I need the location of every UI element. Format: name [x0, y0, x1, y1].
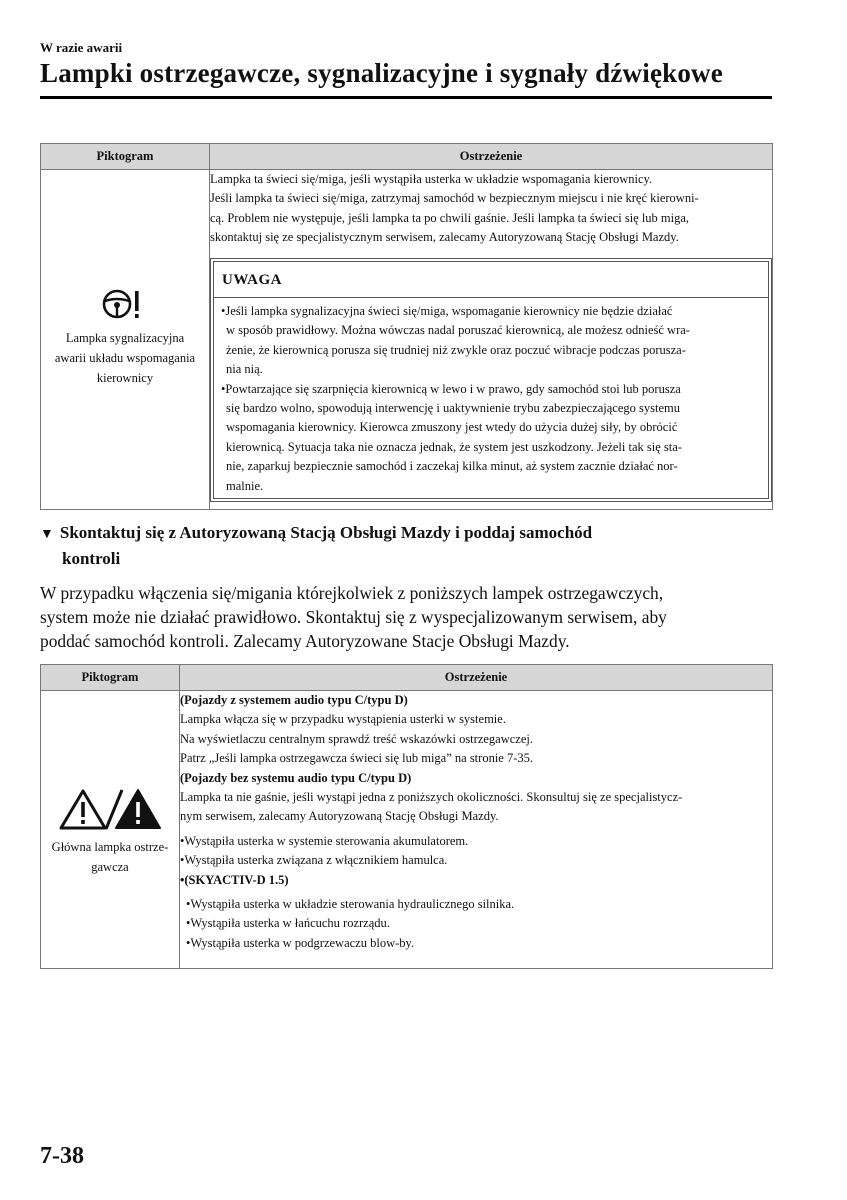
- section-label: W razie awarii: [40, 40, 123, 55]
- page-number: 7-38: [40, 1143, 84, 1169]
- group-title: (Pojazdy bez systemu audio typu C/typu D): [180, 770, 412, 785]
- caution-line: żenie, że kierownicą porusza się trudniej niż zwykle oraz poczuć wibracje podczas porusza-: [226, 342, 686, 357]
- caution-line: wspomagania kierownicy. Kierowca zmuszony jest wtedy do użycia dużej siły, by obrócić: [226, 420, 678, 435]
- intro-paragraph: [40, 581, 775, 653]
- subheading-line: Skontaktuj się z Autoryzowaną Stacją Obsługi Mazdy i poddaj samochód: [59, 523, 593, 542]
- intro-line: W przypadku włączenia się/migania którejkolwiek z poniższych lampek ostrzegawczych,: [40, 583, 664, 603]
- caution-line: się bardzo wolno, spowodują interwencję i uaktywnienie trybu zabezpieczającego systemu: [226, 401, 681, 416]
- table-header-row: [41, 144, 773, 170]
- intro-line: poddać samochód kontroli. Zalecamy Autoryzowane Stacje Obsługi Mazdy.: [40, 631, 570, 651]
- warning-description-cell: [210, 170, 773, 510]
- page-title: Lampki ostrzegawcze, sygnalizacyjne i sygnały dźwiękowe: [40, 58, 723, 88]
- description-line: nym serwisem, zalecamy Autoryzowaną Stację Obsługi Mazdy.: [180, 809, 499, 824]
- column-header-pictogram: Piktogram: [41, 144, 210, 170]
- description-line: skontaktuj się ze specjalistycznym serwisem, zalecamy Autoryzowaną Stację Obsługi Mazdy.: [210, 230, 679, 245]
- table-header-row: [41, 665, 773, 691]
- list-item: •(SKYACTIV-D 1.5): [180, 872, 289, 887]
- description-line: cą. Problem nie występuje, jeśli lampka ta po chwili gaśnie. Jeśli lampka ta świeci się lub miga,: [210, 210, 690, 225]
- pictogram-label: [41, 328, 209, 388]
- caution-box: [210, 258, 772, 502]
- table-row: [41, 170, 773, 510]
- list-item: •Wystąpiła usterka związana z włącznikiem hamulca.: [180, 853, 448, 868]
- description-line: Lampka ta świeci się/miga, jeśli wystąpiła usterka w układzie wspomagania kierownicy.: [210, 172, 653, 186]
- pictogram-label-line: kierownicy: [96, 371, 154, 385]
- description-line: Patrz „Jeśli lampka ostrzegawcza świeci się lub miga” na stronie 7-35.: [180, 751, 534, 766]
- caution-bullet: [221, 302, 762, 380]
- caution-line: w sposób prawidłowy. Można wówczas nadal poruszać kierownicą, ale możesz odnieść wra-: [226, 323, 690, 338]
- subheading-line: kontroli: [62, 549, 121, 568]
- pictogram-cell: [41, 691, 180, 969]
- list-item: •Wystąpiła usterka w systemie sterowania akumulatorem.: [180, 833, 469, 848]
- pictogram-label-line: Główna lampka ostrze-: [51, 840, 169, 854]
- list-item: •Wystąpiła usterka w układzie sterowania hydraulicznego silnika.: [186, 897, 515, 912]
- description-line: Lampka ta nie gaśnie, jeśli wystąpi jedna z poniższych okoliczności. Skonsultuj się ze specjalistycz-: [180, 790, 683, 805]
- warning-table-master: [40, 664, 773, 969]
- description-line: Na wyświetlaczu centralnym sprawdź treść wskazówki ostrzegawczej.: [180, 731, 533, 746]
- warning-description-cell: [180, 691, 773, 969]
- table-row: [41, 691, 773, 969]
- master-warning-triangle-icon: [58, 787, 162, 831]
- warning-table-power-steering: [40, 143, 773, 510]
- caution-line: •Powtarzające się szarpnięcia kierownicą w lewo i w prawo, gdy samochód stoi lub porusza: [221, 381, 681, 396]
- triangle-bullet-icon: ▼: [40, 527, 54, 542]
- caution-line: malnie.: [226, 478, 264, 493]
- group-title: (Pojazdy z systemem audio typu C/typu D): [180, 693, 408, 707]
- pictogram-label-line: awarii układu wspomagania: [54, 351, 196, 365]
- caution-line: kierownicą. Sytuacja taka nie oznacza jednak, że system jest uszkodzony. Jeżeli tak się sta-: [226, 439, 682, 454]
- caution-line: nie, zaparkuj bezpiecznie samochód i zaczekaj kilka minut, aż system zacznie działać nor-: [226, 459, 678, 474]
- column-header-pictogram: Piktogram: [41, 665, 180, 691]
- caution-box-inner: [213, 261, 769, 499]
- list-item: •Wystąpiła usterka w łańcuchu rozrządu.: [186, 916, 390, 931]
- pictogram-label-line: Lampka sygnalizacyjna: [65, 331, 185, 345]
- steering-wheel-exclamation-icon: [101, 288, 149, 322]
- pictogram-label: [41, 837, 179, 877]
- title-rule: [40, 96, 772, 99]
- subheading: [40, 521, 760, 571]
- description-line: Lampka włącza się w przypadku wystąpienia usterki w systemie.: [180, 712, 506, 727]
- list-item: •Wystąpiła usterka w podgrzewaczu blow-by.: [186, 935, 415, 950]
- caution-line: nia nią.: [226, 362, 263, 377]
- pictogram-label-line: gawcza: [91, 860, 129, 874]
- intro-line: system może nie działać prawidłowo. Skontaktuj się z wyspecjalizowanym serwisem, aby: [40, 607, 667, 627]
- column-header-warning: Ostrzeżenie: [210, 144, 773, 170]
- pictogram-cell: [41, 170, 210, 510]
- column-header-warning: Ostrzeżenie: [180, 665, 773, 691]
- description-line: Jeśli lampka ta świeci się/miga, zatrzymaj samochód w bezpiecznym miejscu i nie kręć kierowni-: [210, 191, 699, 206]
- caution-bullet: [221, 380, 762, 496]
- caution-line: •Jeśli lampka sygnalizacyjna świeci się/miga, wspomaganie kierownicy nie będzie działać: [221, 304, 673, 319]
- caution-body: [214, 298, 768, 498]
- caution-title: UWAGA: [214, 262, 768, 298]
